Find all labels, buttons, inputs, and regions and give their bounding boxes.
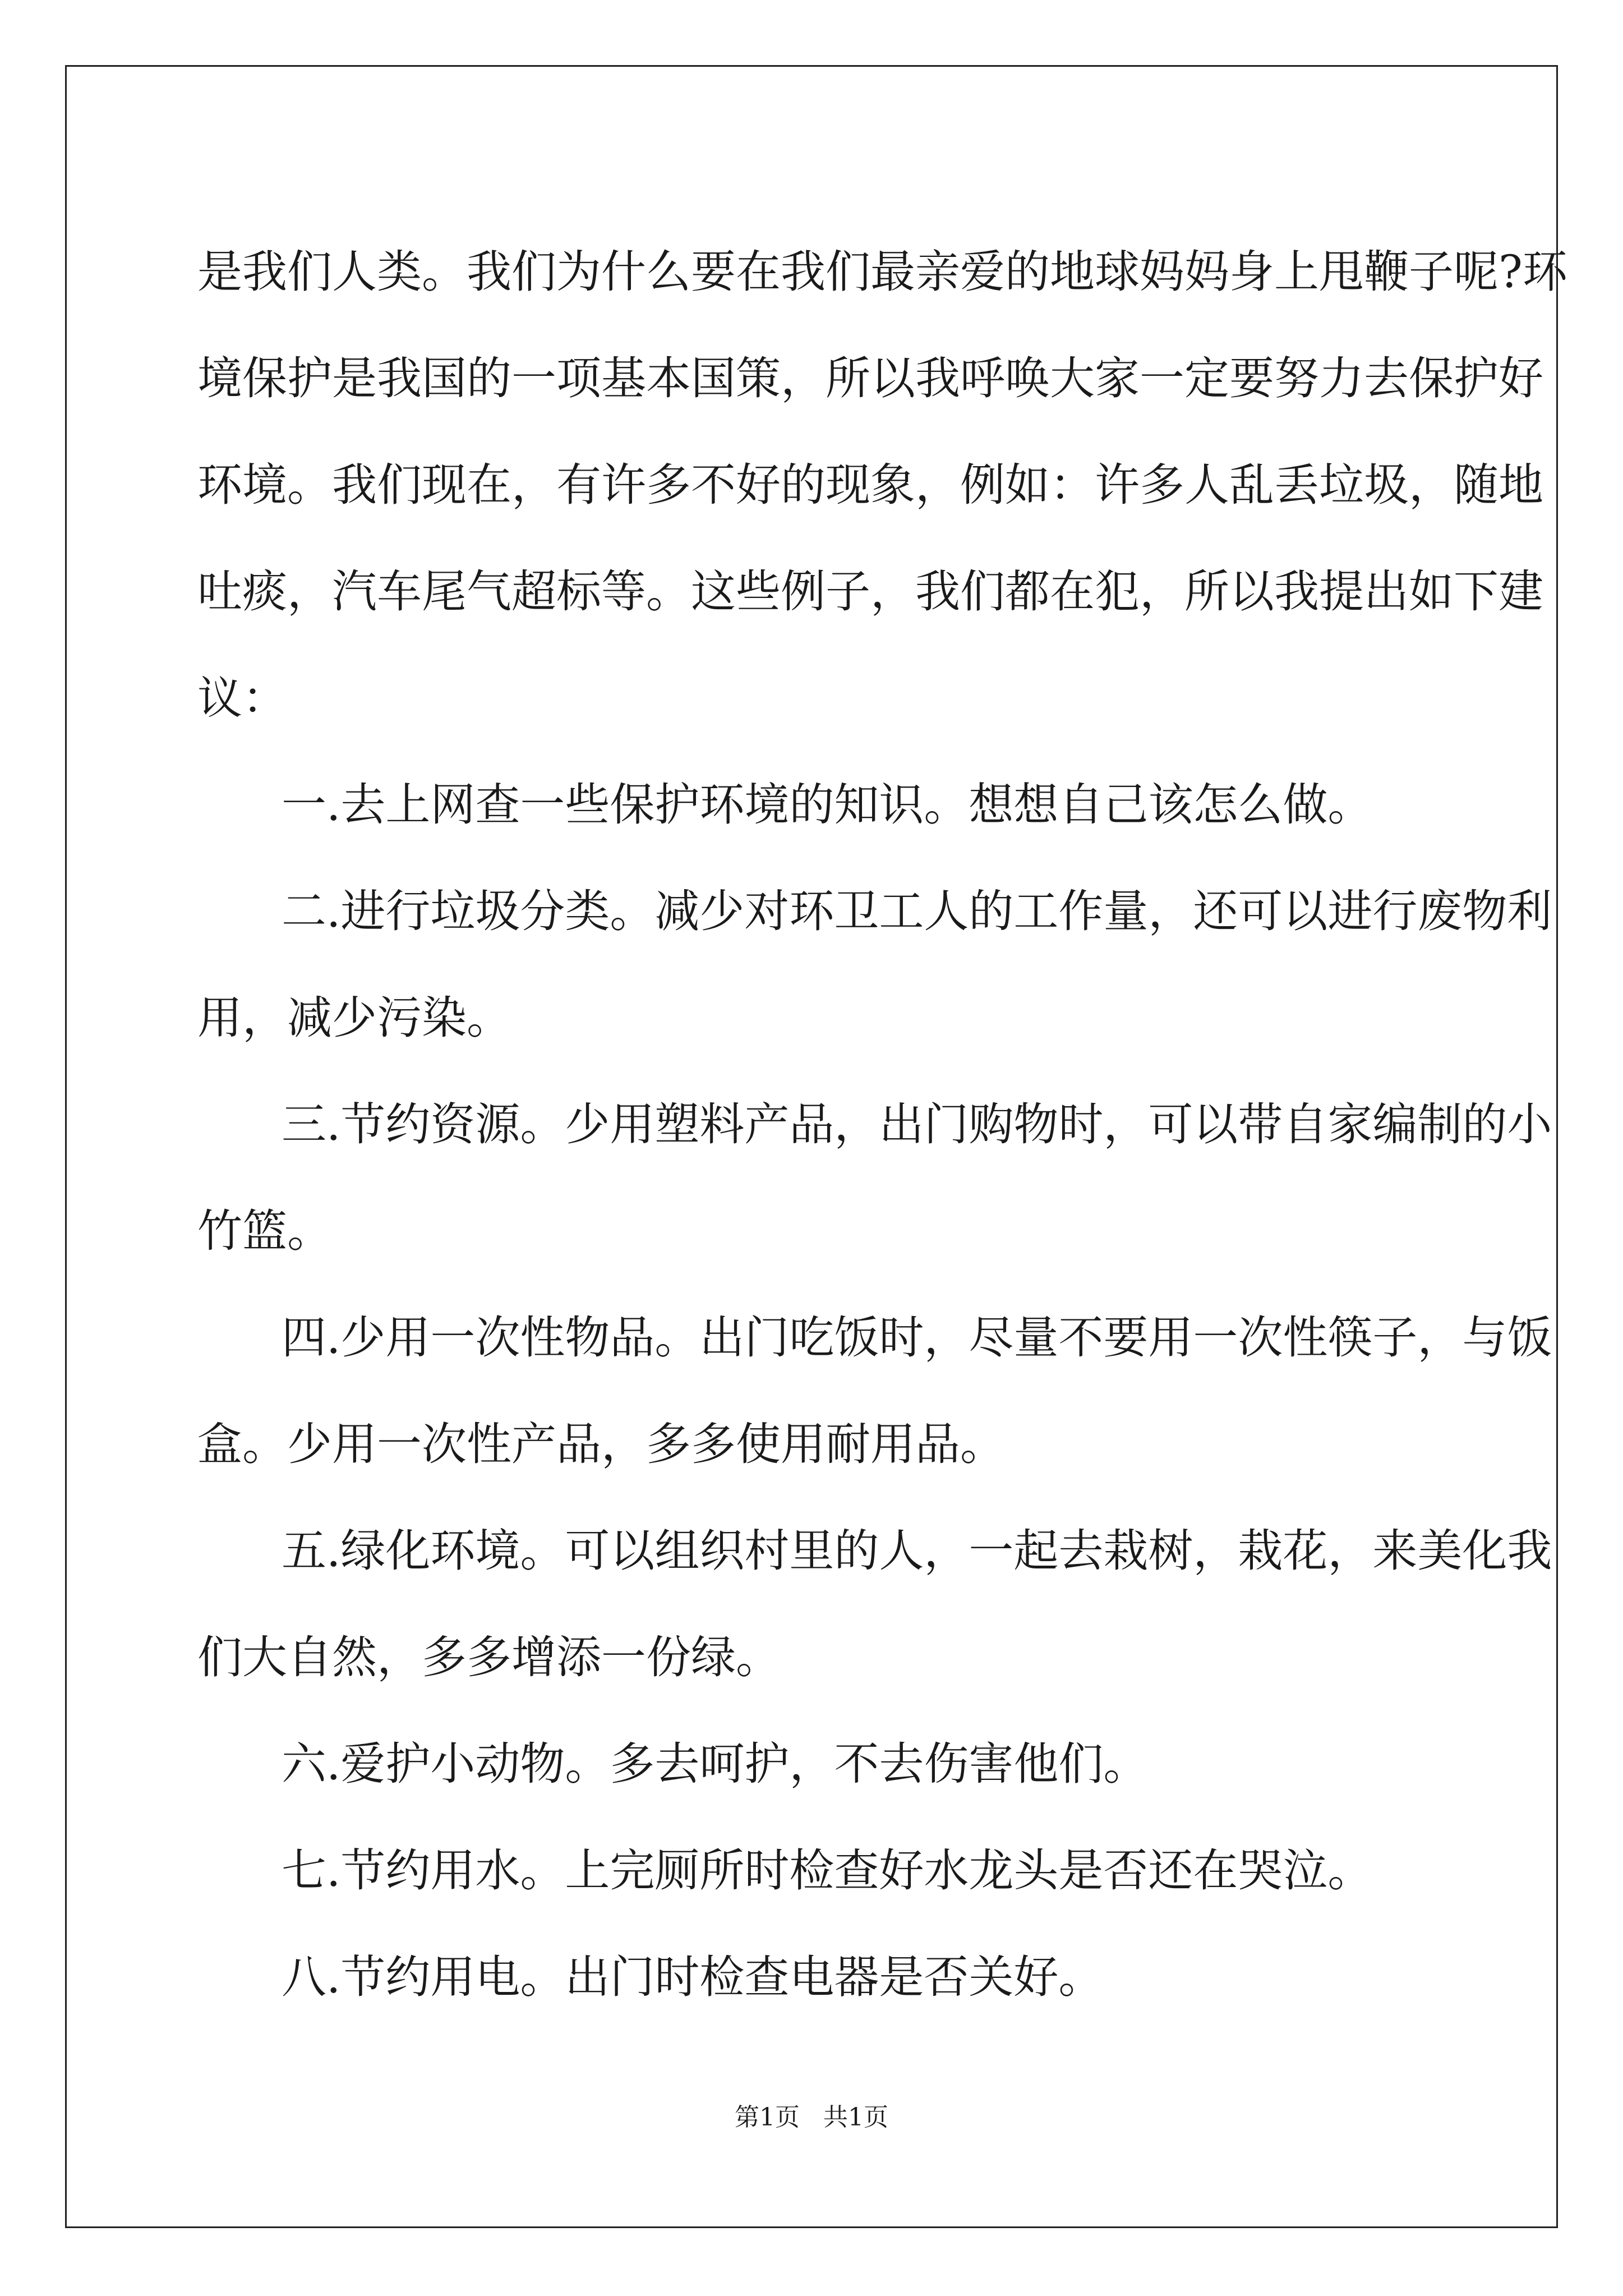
list-item-8: 八.节约用电。出门时检查电器是否关好。 (282, 1951, 1104, 2003)
page-number: 第1页 (735, 2103, 800, 2132)
list-item-2-cont: 用，减少污染。 (197, 992, 511, 1044)
document-body (197, 219, 1567, 2031)
list-item-3: 三.节约资源。少用塑料产品，出门购物时，可以带自家编制的小 (282, 1098, 1552, 1151)
list-item-4-cont: 盒。少用一次性产品，多多使用耐用品。 (197, 1418, 1005, 1470)
text-line: 吐痰，汽车尾气超标等。这些例子，我们都在犯，所以我提出如下建 (197, 565, 1543, 618)
list-item-6: 六.爱护小动物。多去呵护，不去伤害他们。 (282, 1738, 1149, 1790)
page-footer (0, 2101, 1623, 2134)
text-line: 境保护是我国的一项基本国策，所以我呼唤大家一定要努力去保护好 (197, 352, 1543, 404)
page-total: 共1页 (823, 2103, 888, 2132)
text-line: 环境。我们现在，有许多不好的现象，例如：许多人乱丢垃圾，随地 (197, 459, 1543, 511)
list-item-5: 五.绿化环境。可以组织村里的人，一起去栽树，栽花，来美化我 (282, 1525, 1552, 1577)
list-item-7: 七.节约用水。上完厕所时检查好水龙头是否还在哭泣。 (282, 1844, 1373, 1897)
list-item-2: 二.进行垃圾分类。减少对环卫工人的工作量，还可以进行废物利 (282, 885, 1552, 937)
list-item-3-cont: 竹篮。 (197, 1205, 332, 1257)
text-line: 是我们人类。我们为什么要在我们最亲爱的地球妈妈身上甩鞭子呢?环 (197, 246, 1567, 298)
list-item-5-cont: 们大自然，多多增添一份绿。 (197, 1631, 781, 1683)
text-line: 议： (197, 672, 287, 724)
list-item-4: 四.少用一次性物品。出门吃饭时，尽量不要用一次性筷子，与饭 (282, 1312, 1552, 1364)
list-item-1: 一.去上网查一些保护环境的知识。想想自己该怎么做。 (282, 779, 1373, 831)
